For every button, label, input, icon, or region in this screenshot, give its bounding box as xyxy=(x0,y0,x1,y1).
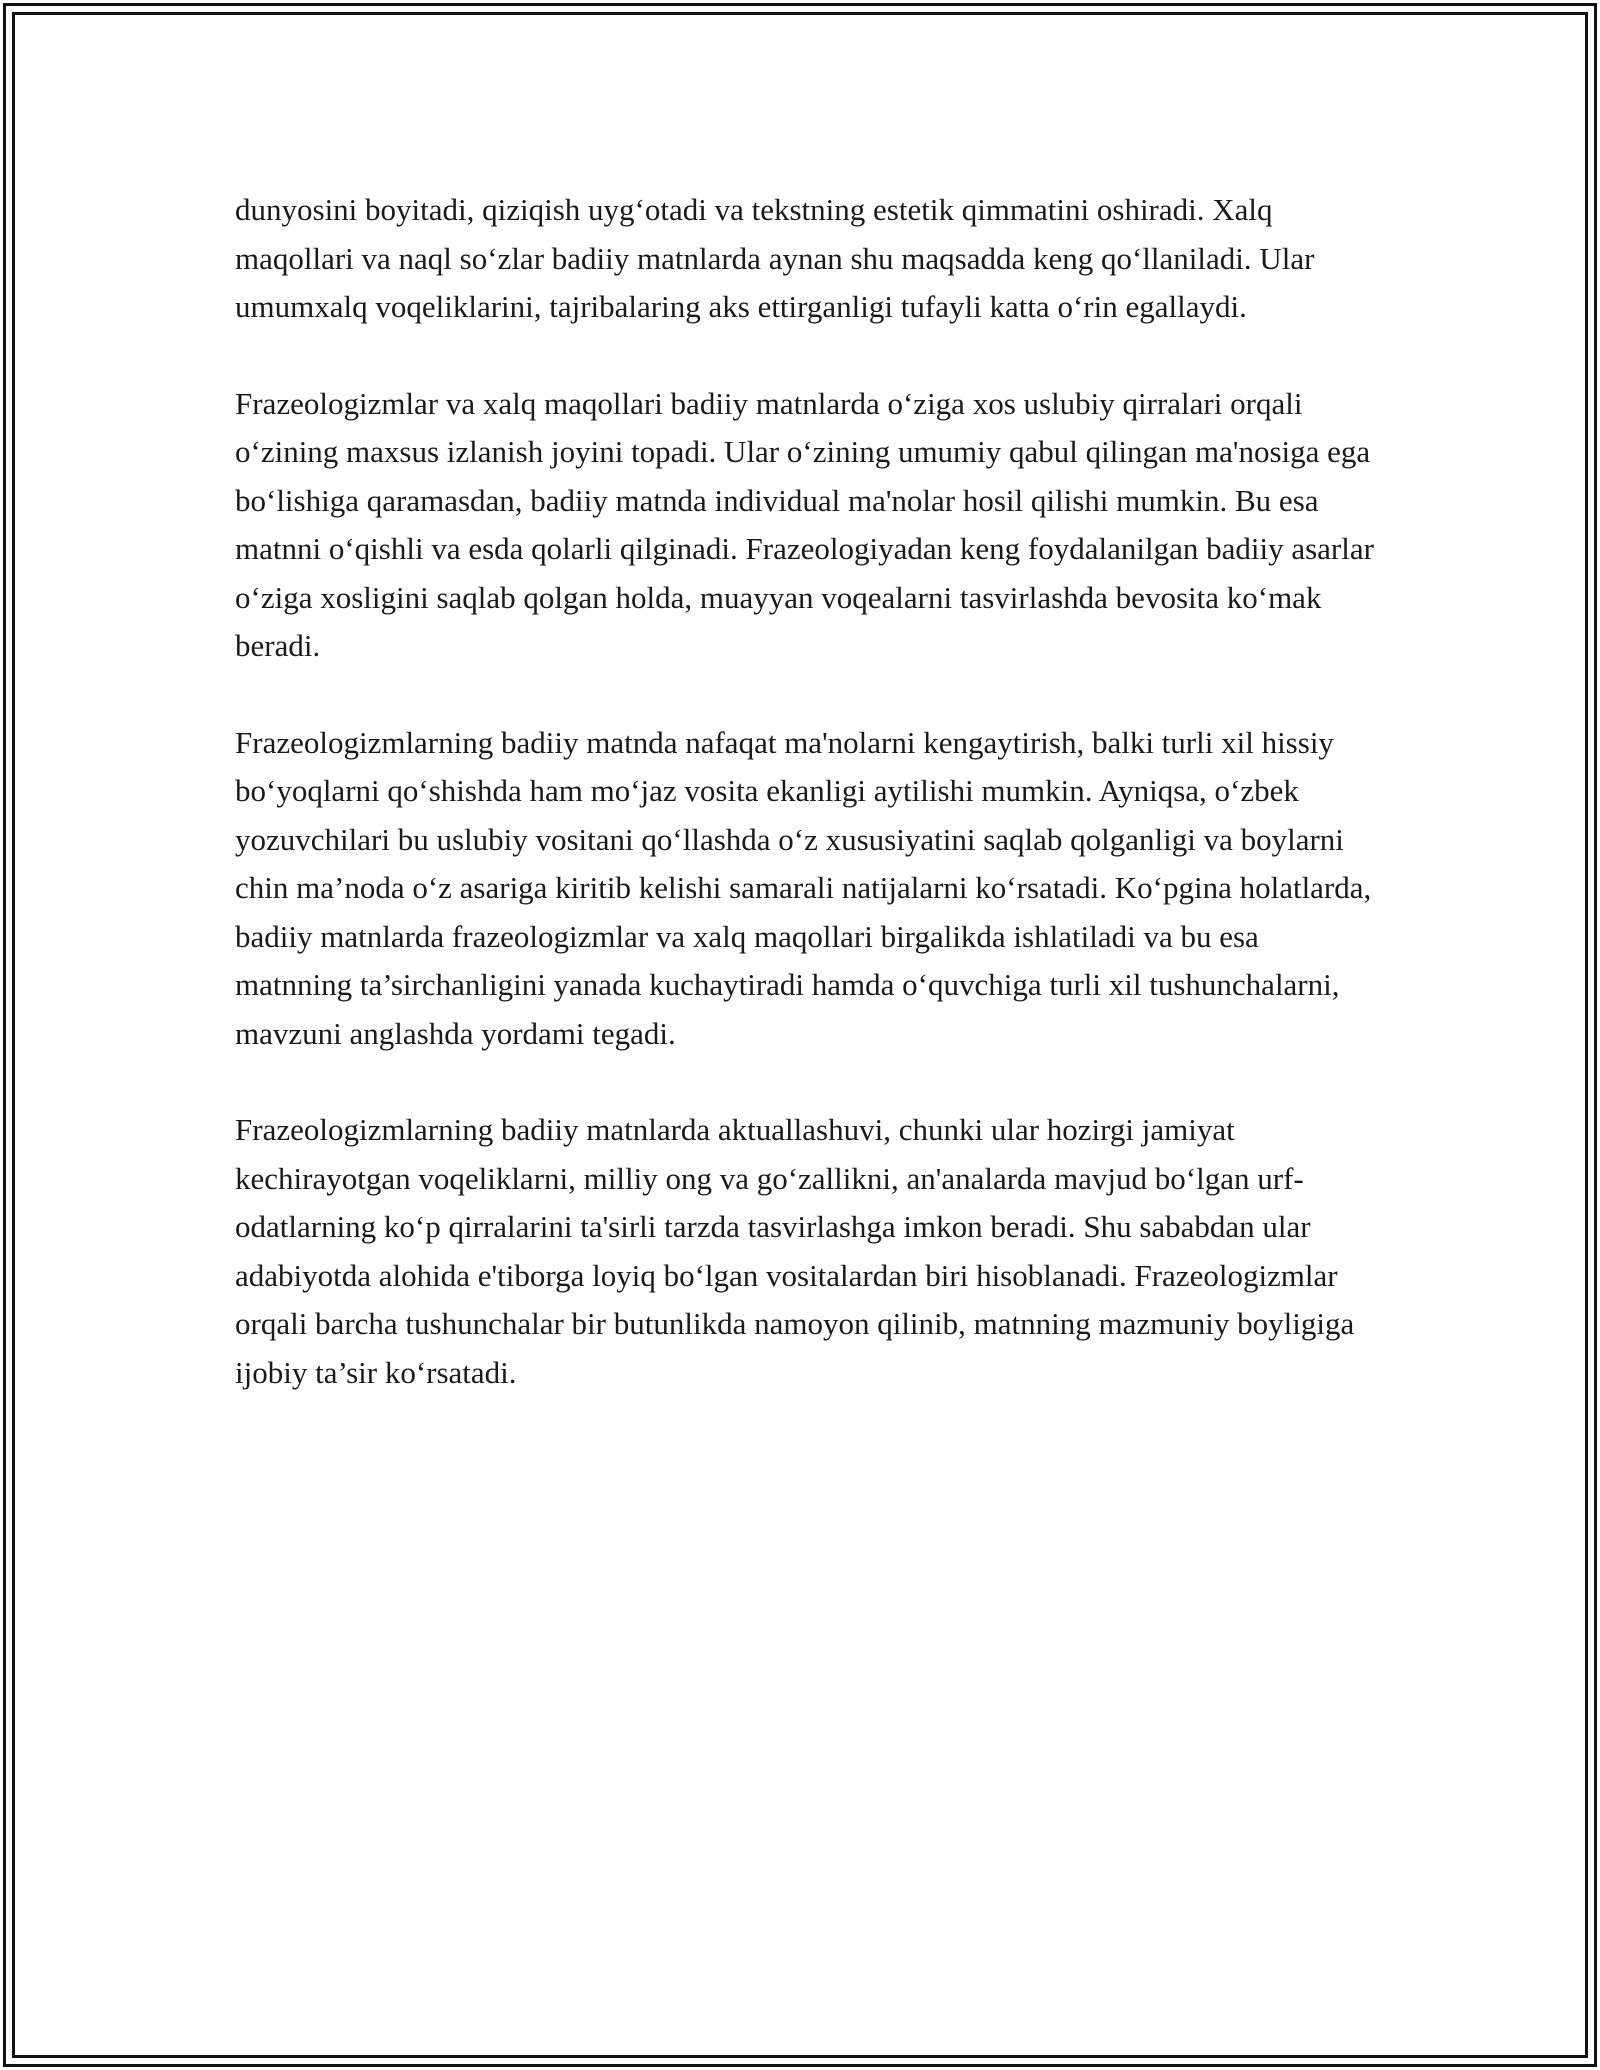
document-body xyxy=(235,186,1375,1445)
paragraph-1: dunyosini boyitadi, qiziqish uyg‘otadi va tekstning estetik qimmatini oshiradi. Xalq maqollari va naql so‘zlar badiiy matnlarda aynan shu maqsadda keng qo‘llaniladi. Ular umumxalq voqeliklarini, tajribalaring aks ettirganligi tufayli katta o‘rin egallaydi. xyxy=(235,192,1315,324)
paragraph-3: Frazeologizmlarning badiiy matnda nafaqat ma'nolarni kengaytirish, balki turli xil hissiy bo‘yoqlarni qo‘shishda ham mo‘jaz vosita ekanligi aytilishi mumkin. Ayniqsa, o‘zbek yozuvchilari bu uslubiy vositani qo‘llashda o‘z xususiyatini saqlab qolganligi va boylarni chin ma’noda o‘z asariga kiritib kelishi samarali natijalarni ko‘rsatadi. Ko‘pgina holatlarda, badiiy matnlarda frazeologizmlar va xalq maqollari birgalikda ishlatiladi va bu esa matnning ta’sirchanligini yanada kuchaytiradi hamda o‘quvchiga turli xil tushunchalarni, mavzuni anglashda yordami tegadi. xyxy=(235,724,1372,1051)
paragraph-4: Frazeologizmlarning badiiy matnlarda aktuallashuvi, chunki ular hozirgi jamiyat kechirayotgan voqeliklarni, milliy ong va go‘zallikni, an'analarda mavjud bo‘lgan urf-odatlarning ko‘p qirralarini ta'sirli tarzda tasvirlashga imkon beradi. Shu sababdan ular adabiyotda alohida e'tiborga loyiq bo‘lgan vositalardan biri hisoblanadi. Frazeologizmlar orqali barcha tushunchalar bir butunlikda namoyon qilinib, matnning mazmuniy boyligiga ijobiy ta’sir ko‘rsatadi. xyxy=(235,1112,1355,1390)
paragraph-2: Frazeologizmlar va xalq maqollari badiiy matnlarda o‘ziga xos uslubiy qirralari orqali o‘zining maxsus izlanish joyini topadi. Ular o‘zining umumiy qabul qilingan ma'nosiga ega bo‘lishiga qaramasdan, badiiy matnda individual ma'nolar hosil qilishi mumkin. Bu esa matnni o‘qishli va esda qolarli qilginadi. Frazeologiyadan keng foydalanilgan badiiy asarlar o‘ziga xosligini saqlab qolgan holda, muayyan voqealarni tasvirlashda bevosita ko‘mak beradi. xyxy=(235,385,1374,663)
